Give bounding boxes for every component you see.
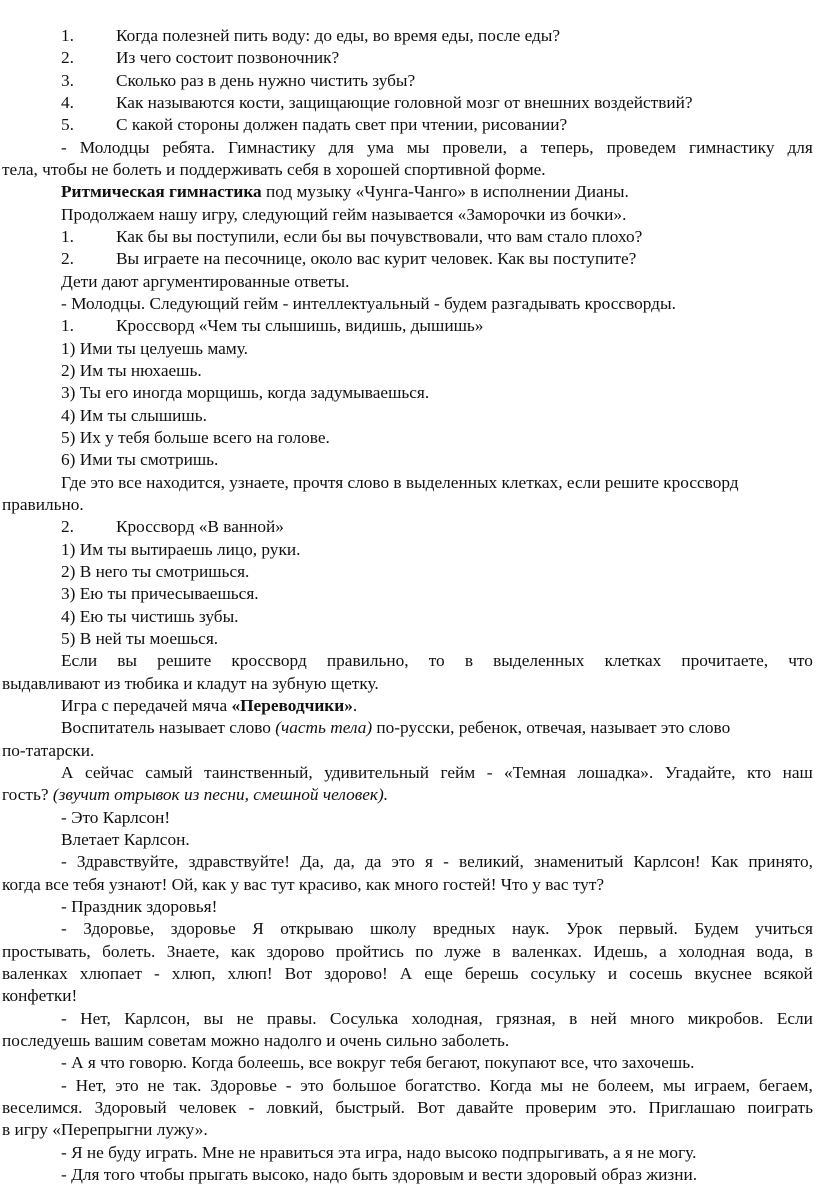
- word: микробов.: [687, 1008, 764, 1028]
- word: великий,: [459, 852, 524, 872]
- crossword-2-item: 2) В него ты смотришься.: [61, 562, 250, 581]
- word: Здравствуйте,: [76, 852, 179, 872]
- word: знаменитый: [533, 852, 624, 872]
- word: Я: [252, 919, 264, 939]
- word: -: [285, 1075, 292, 1095]
- word: здорово!: [324, 964, 388, 983]
- crossword-2-item: 4) Ею ты чистишь зубы.: [61, 606, 239, 626]
- crossword-1-item: 4) Им ты слышишь.: [61, 405, 207, 425]
- word: это: [300, 1075, 324, 1095]
- word: Вот: [417, 1098, 445, 1117]
- word: Здоровый: [94, 1098, 167, 1117]
- word: хлюпает: [79, 964, 143, 983]
- word: грязная,: [496, 1008, 556, 1028]
- dark-horse-line-1: [61, 761, 813, 784]
- word: Нет,: [80, 1008, 111, 1028]
- word: Гимнастику: [227, 137, 316, 157]
- dark-horse-italic-note: (звучит отрывок из песни, смешной человек).: [52, 785, 389, 805]
- ball-game-period: .: [352, 696, 358, 715]
- justified-text: [61, 1074, 813, 1097]
- word: не: [571, 1075, 589, 1095]
- word: для: [328, 137, 355, 157]
- paragraph-solve-line-2: выдавливают из тюбика и кладут на зубную щетку.: [2, 673, 379, 693]
- crossword-2-item: 5) В ней ты моешься.: [61, 629, 219, 648]
- hello-line-2: когда все тебя узнают! Ой, как у вас тут красиво, как много гостей! Что у вас тут?: [2, 874, 605, 894]
- word: человек: [178, 1098, 237, 1117]
- teacher-italic-note: (часть тела): [275, 718, 373, 738]
- crossword-2-number: 2.: [61, 517, 74, 537]
- word: валенках.: [511, 941, 582, 961]
- karlson-says-line: - А я что говорю. Когда болеешь, все вокруг тебя бегают, покупают все, что захочешь.: [61, 1053, 695, 1073]
- word: хлюп,: [171, 964, 216, 983]
- word: как: [230, 941, 256, 961]
- paragraph-solve-line-1: [61, 649, 813, 672]
- word: вы: [117, 651, 138, 671]
- crossword-1-item: 3) Ты его иногда морщишь, когда задумываешься.: [61, 383, 430, 403]
- word: не: [147, 1075, 165, 1095]
- rhythmic-gymnastics-bold: Ритмическая гимнастика: [61, 182, 262, 202]
- word: сосешь: [629, 964, 683, 983]
- teacher-text: Воспитатель называет слово: [61, 718, 276, 738]
- word: Когда: [489, 1075, 532, 1095]
- word: валенках: [2, 964, 68, 983]
- word: учиться: [755, 919, 813, 939]
- word: давайте: [456, 1098, 514, 1117]
- crossword-1-item: 5) Их у тебя больше всего на голове.: [61, 428, 330, 447]
- word: в: [492, 941, 501, 961]
- word: Да,: [300, 852, 324, 872]
- word: ловкий,: [266, 1098, 324, 1117]
- word: хлюп!: [227, 964, 273, 983]
- q1-number-4: 4.: [61, 93, 74, 112]
- word: это: [391, 852, 415, 872]
- word: пройтись: [335, 941, 404, 961]
- crossword-1-number: 1.: [61, 316, 74, 336]
- word: так.: [173, 1075, 202, 1095]
- word: мы: [663, 1075, 686, 1095]
- word: теперь,: [540, 137, 594, 157]
- word: и: [607, 964, 618, 983]
- crossword-1-item: 2) Им ты нюхаешь.: [61, 361, 202, 380]
- word: Идешь,: [593, 941, 648, 961]
- word: поиграть: [747, 1098, 813, 1117]
- paragraph-continue-game: Продолжаем нашу игру, следующий гейм называется «Заморочки из бочки».: [61, 204, 627, 224]
- word: всякой: [763, 964, 813, 983]
- word: быстрый.: [335, 1098, 405, 1117]
- word: Знаете,: [166, 941, 220, 961]
- word: холодная: [678, 941, 746, 961]
- word: холодная,: [411, 1008, 483, 1028]
- word: наук.: [512, 919, 550, 939]
- crossword-2-item: 1) Им ты вытираешь лицо, руки.: [61, 539, 301, 559]
- word: -: [486, 763, 493, 782]
- word: -: [61, 137, 67, 157]
- paragraph-where-line-1: Где это все находится, узнаете, прочтя слово в выделенных клетках, если решите кроссворд: [61, 472, 739, 492]
- word: простывать,: [2, 941, 91, 961]
- q1-number-5: 5.: [61, 115, 74, 135]
- justified-text: [61, 1007, 813, 1030]
- word: открываю: [280, 919, 354, 939]
- word: много: [630, 1008, 675, 1028]
- word: школу: [369, 919, 417, 939]
- word: я: [425, 852, 433, 872]
- dark-horse-question: гость?: [2, 785, 53, 805]
- word: играем,: [694, 1075, 750, 1095]
- teacher-line-2: по-татарски.: [2, 740, 95, 760]
- hello-line-1: [61, 850, 813, 873]
- word: мы: [540, 1075, 564, 1095]
- q2-number-1: 1.: [61, 227, 74, 246]
- paragraph-gymnastics-line-2: тела, чтобы не болеть и поддерживать себя в хорошей спортивной форме.: [2, 160, 546, 179]
- word: А: [399, 964, 413, 983]
- word: Будем: [694, 919, 739, 939]
- word: здоровье: [170, 919, 236, 939]
- word: большое: [332, 1075, 397, 1095]
- q1-text-3: Сколько раз в день нужно чистить зубы?: [116, 70, 416, 90]
- word: богатство.: [405, 1075, 481, 1095]
- justified-text: [61, 136, 813, 159]
- ball-game-title: «Переводчики»: [231, 696, 353, 715]
- word: -: [248, 1098, 255, 1117]
- word: выделенных: [493, 651, 585, 671]
- word: проверим: [525, 1098, 597, 1117]
- word: да,: [334, 852, 355, 872]
- dark-horse-line-2: [2, 783, 388, 806]
- word: для: [787, 137, 813, 157]
- word: здравствуйте!: [188, 852, 290, 872]
- health-holiday-line: - Праздник здоровья!: [61, 897, 218, 916]
- word: то: [428, 651, 445, 671]
- word: сейчас: [84, 763, 134, 782]
- word: Карлсон,: [124, 1008, 191, 1028]
- q2-number-2: 2.: [61, 249, 74, 269]
- paragraph-next-game: - Молодцы. Следующий гейм - интеллектуальный - будем разгадывать кроссворды.: [61, 294, 676, 313]
- word: Если: [61, 651, 98, 671]
- word: кроссворд: [231, 651, 307, 671]
- word: ребята.: [162, 137, 215, 157]
- rhythmic-gymnastics-rest: под музыку «Чунга-Чанго» в исполнении Дианы.: [261, 182, 629, 202]
- q1-text-1: Когда полезней пить воду: до еды, во время еды, после еды?: [116, 26, 561, 45]
- word: в: [804, 941, 813, 961]
- word: -: [443, 852, 449, 872]
- word: болеем,: [597, 1075, 655, 1095]
- word: Вот: [284, 964, 313, 983]
- word: ума: [367, 137, 394, 157]
- word: -: [154, 964, 160, 983]
- q1-number-2: 2.: [61, 48, 74, 68]
- crossword-1-item: 1) Ими ты целуешь маму.: [61, 338, 248, 358]
- word: а: [659, 941, 667, 961]
- word: -: [61, 919, 67, 939]
- justified-text: [2, 962, 813, 985]
- karlson-wont-play-line: - Я не буду играть. Мне не нравиться эта игра, надо высоко подпрыгивать, а я не могу.: [61, 1142, 697, 1162]
- word: по: [415, 941, 434, 961]
- word: -: [61, 852, 67, 872]
- wealth-line-1: [61, 1074, 813, 1097]
- word: Карлсон!: [633, 852, 701, 872]
- q1-text-2: Из чего состоит позвоночник?: [116, 48, 340, 68]
- word: Если: [776, 1008, 813, 1028]
- word: бегаем,: [758, 1075, 813, 1095]
- word: таинственный,: [204, 763, 313, 782]
- school-line-3: [2, 962, 813, 985]
- word: «Темная: [503, 763, 566, 782]
- word: наш: [782, 763, 813, 782]
- crossword-2-item: 3) Ею ты причесываешься.: [61, 584, 259, 604]
- word: правы.: [266, 1008, 317, 1028]
- word: Сосулька: [329, 1008, 399, 1028]
- q1-text-5: С какой стороны должен падать свет при чтении, рисовании?: [116, 115, 568, 135]
- justified-text: [2, 1096, 813, 1119]
- word: болеть.: [102, 941, 156, 961]
- word: еще: [424, 964, 453, 983]
- word: да: [364, 852, 382, 872]
- q1-text-4: Как называются кости, защищающие головной мозг от внешних воздействий?: [116, 93, 693, 112]
- justified-text: [61, 649, 813, 672]
- word: вредных: [432, 919, 496, 939]
- word: вода,: [756, 941, 794, 961]
- word: -: [61, 1008, 67, 1028]
- word: гимнастику: [689, 137, 775, 157]
- word: здорово: [266, 941, 325, 961]
- ball-game-text: Игра с передачей мяча: [61, 696, 232, 715]
- word: Как: [710, 852, 739, 872]
- school-line-4: конфетки!: [2, 986, 78, 1006]
- word: Здоровье,: [83, 919, 155, 939]
- word: в: [569, 1008, 578, 1028]
- word: решите: [157, 651, 212, 671]
- justified-text: [61, 761, 813, 784]
- word: прочитаете,: [681, 651, 769, 671]
- word: Здоровье: [210, 1075, 277, 1095]
- word: это.: [608, 1098, 637, 1117]
- word: принято,: [748, 852, 813, 872]
- crossword-2-title: Кроссворд «В ванной»: [116, 517, 284, 537]
- word: -: [61, 1075, 67, 1095]
- word: берешь: [464, 964, 519, 983]
- word: кто: [746, 763, 772, 782]
- crossword-1-title: Кроссворд «Чем ты слышишь, видишь, дышишь»: [116, 316, 484, 336]
- word: удивительный: [324, 763, 430, 782]
- teacher-line-1: [61, 716, 730, 739]
- word: лошадка».: [577, 763, 654, 782]
- word: сосульку: [530, 964, 596, 983]
- karlson-enters-line: Влетает Карлсон.: [61, 830, 190, 849]
- word: луже: [444, 941, 481, 961]
- q1-number-3: 3.: [61, 70, 74, 90]
- word: а: [519, 137, 528, 157]
- word: правильно,: [326, 651, 409, 671]
- word: гейм: [440, 763, 476, 782]
- ball-game-line: [61, 694, 357, 717]
- justified-text: [61, 850, 813, 873]
- justified-text: [61, 917, 813, 940]
- paragraph-arguments: Дети дают аргументированные ответы.: [61, 271, 350, 291]
- jump-high-line: - Для того чтобы прыгать высоко, надо быть здоровым и вести здоровый образ жизни.: [61, 1165, 698, 1184]
- word: Молодцы: [79, 137, 150, 157]
- wealth-line-3: в игру «Перепрыгни лужу».: [2, 1120, 208, 1140]
- paragraph-where-line-2: правильно.: [2, 495, 84, 514]
- teacher-text-end: по-русски, ребенок, отвечая, называет это слово: [372, 718, 731, 738]
- word: Урок: [565, 919, 603, 939]
- word: Угадайте,: [664, 763, 736, 782]
- school-line-1: [61, 917, 813, 940]
- word: вкуснее: [694, 964, 752, 983]
- word: провели,: [442, 137, 507, 157]
- rhythmic-gymnastics-line: [61, 180, 629, 203]
- word: Приглашаю: [648, 1098, 736, 1117]
- no-karlson-line-1: [61, 1007, 813, 1030]
- q1-number-1: 1.: [61, 26, 74, 45]
- crossword-1-item: 6) Ими ты смотришь.: [61, 450, 219, 470]
- word: ней: [590, 1008, 617, 1028]
- word: самый: [145, 763, 193, 782]
- school-line-2: [2, 940, 813, 963]
- word: клетках: [604, 651, 662, 671]
- word: в: [464, 651, 473, 671]
- wealth-line-2: [2, 1096, 813, 1119]
- q2-text-1: Как бы вы поступили, если бы вы почувствовали, что вам стало плохо?: [116, 227, 643, 246]
- q2-text-2: Вы играете на песочнице, около вас курит человек. Как вы поступите?: [116, 249, 637, 269]
- karlson-line: - Это Карлсон!: [61, 807, 171, 827]
- word: это: [115, 1075, 139, 1095]
- word: не: [236, 1008, 254, 1028]
- word: веселимся.: [2, 1098, 83, 1117]
- no-karlson-line-2: последуешь вашим советам можно надолго и очень сильно заболеть.: [2, 1031, 510, 1050]
- justified-text: [2, 940, 813, 963]
- word: что: [788, 651, 813, 671]
- paragraph-gymnastics-line-1: [61, 136, 813, 159]
- word: Нет,: [75, 1075, 107, 1095]
- word: А: [61, 763, 74, 782]
- word: мы: [406, 137, 430, 157]
- word: проведем: [606, 137, 677, 157]
- word: вы: [203, 1008, 224, 1028]
- word: первый.: [618, 919, 678, 939]
